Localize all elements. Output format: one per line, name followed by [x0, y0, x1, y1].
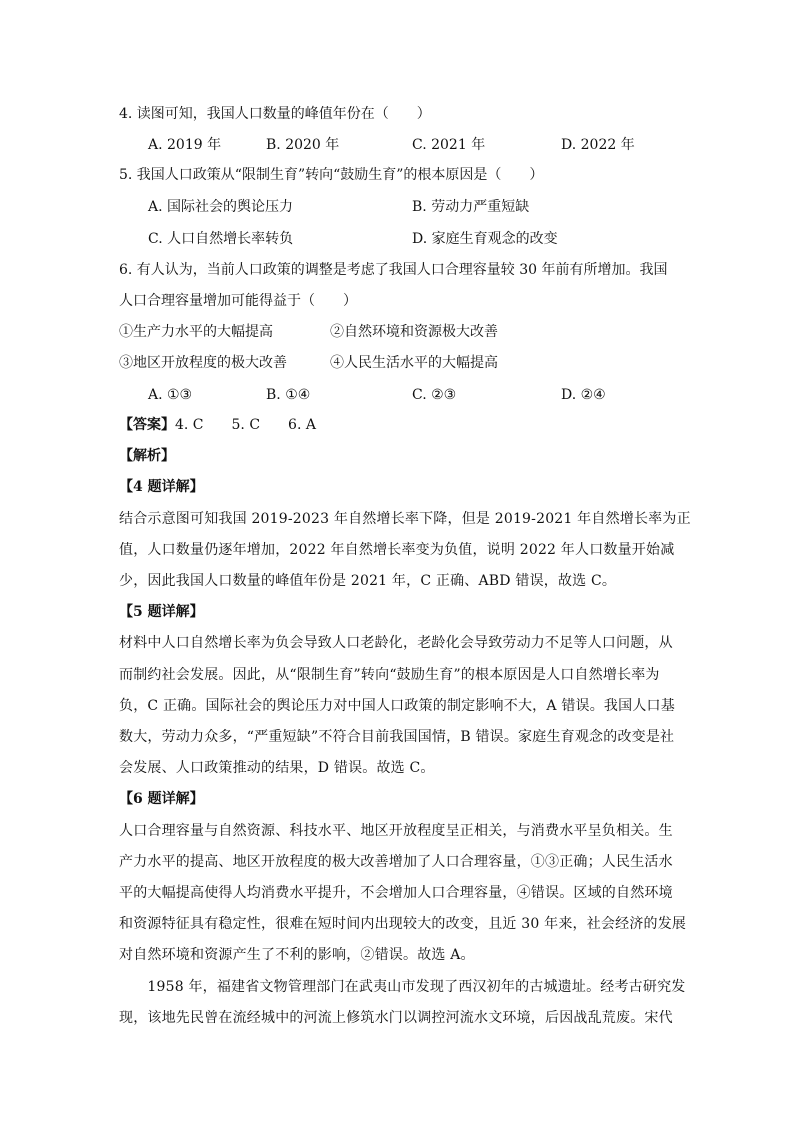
- detail-4-heading: 【4 题详解】: [119, 479, 204, 495]
- question-5-stem: 5. 我国人口政策从“限制生育”转向“鼓励生育”的根本原因是（ ）: [119, 167, 544, 183]
- detail-5-line-3: 负，C 正确。国际社会的舆论压力对中国人口政策的制定影响不大，A 错误。我国人口基: [119, 698, 675, 714]
- q6-option-d: D. ②④: [561, 387, 606, 403]
- q4-option-d: D. 2022 年: [561, 137, 635, 153]
- q5-option-a: A. 国际社会的舆论压力: [148, 199, 294, 215]
- answer-line: [119, 416, 316, 434]
- q6-option-c: C. ②③: [412, 387, 457, 403]
- q6-item-4: ④人民生活水平的大幅提高: [330, 355, 498, 371]
- detail-6-line-3: 平的大幅提高使得人均消费水平提升，不会增加人口合理容量，④错误。区域的自然环境: [119, 885, 673, 901]
- detail-5-line-2: 而制约社会发展。因此，从“限制生育”转向“鼓励生育”的根本原因是人口自然增长率为: [119, 667, 660, 683]
- detail-4-line-2: 值，人口数量仍逐年增加，2022 年自然增长率变为负值，说明 2022 年人口数量开始减: [119, 542, 675, 558]
- detail-5-line-4: 数大，劳动力众多，“严重短缺”不符合目前我国国情，B 错误。家庭生育观念的改变是社: [119, 729, 675, 745]
- detail-5-heading: 【5 题详解】: [119, 604, 204, 620]
- detail-6-line-4: 和资源特征具有稳定性，很难在短时间内出现较大的改变，且近 30 年来，社会经济的发展: [119, 916, 687, 932]
- detail-4-line-1: 结合示意图可知我国 2019-2023 年自然增长率下降，但是 2019-2021 年自然增长率为正: [119, 511, 691, 527]
- answer-text: 4. C 5. C 6. A: [175, 417, 316, 433]
- passage-line-2: 现，该地先民曾在流经城中的河流上修筑水门以调控河流水文环境，后因战乱荒废。宋代: [119, 1010, 673, 1026]
- question-4-stem: 4. 读图可知，我国人口数量的峰值年份在（ ）: [119, 106, 431, 122]
- detail-6-line-5: 对自然环境和资源产生了不利的影响，②错误。故选 A。: [119, 947, 475, 963]
- q6-item-3: ③地区开放程度的极大改善: [119, 355, 287, 371]
- q5-option-c: C. 人口自然增长率转负: [148, 231, 294, 247]
- detail-6-line-1: 人口合理容量与自然资源、科技水平、地区开放程度呈正相关，与消费水平呈负相关。生: [119, 823, 673, 839]
- question-6-stem-line-1: 6. 有人认为，当前人口政策的调整是考虑了我国人口合理容量较 30 年前有所增加。我国: [119, 262, 668, 278]
- detail-4-line-3: 少，因此我国人口数量的峰值年份是 2021 年，C 正确、ABD 错误，故选 C。: [119, 573, 617, 589]
- q6-item-2: ②自然环境和资源极大改善: [330, 324, 498, 340]
- q4-option-b: B. 2020 年: [266, 137, 340, 153]
- q6-item-1: ①生产力水平的大幅提高: [119, 324, 273, 340]
- detail-5-line-5: 会发展、人口政策推动的结果，D 错误。故选 C。: [119, 760, 435, 776]
- detail-5-line-1: 材料中人口自然增长率为负会导致人口老龄化，老龄化会导致劳动力不足等人口问题，从: [119, 635, 673, 651]
- q5-option-d: D. 家庭生育观念的改变: [412, 231, 558, 247]
- detail-6-line-2: 产力水平的提高、地区开放程度的极大改善增加了人口合理容量，①③正确；人民生活水: [119, 854, 673, 870]
- q4-option-c: C. 2021 年: [412, 137, 486, 153]
- question-6-stem-line-2: 人口合理容量增加可能得益于（ ）: [119, 293, 357, 309]
- q4-option-a: A. 2019 年: [148, 137, 222, 153]
- q5-option-b: B. 劳动力严重短缺: [412, 199, 530, 215]
- analysis-heading: 【解析】: [119, 448, 175, 464]
- passage-line-1: 1958 年，福建省文物管理部门在武夷山市发现了西汉初年的古城遗址。经考古研究发: [119, 979, 686, 995]
- answer-label: 【答案】: [119, 417, 175, 433]
- detail-6-heading: 【6 题详解】: [119, 791, 204, 807]
- q6-option-b: B. ①④: [266, 387, 311, 403]
- q6-option-a: A. ①③: [148, 387, 193, 403]
